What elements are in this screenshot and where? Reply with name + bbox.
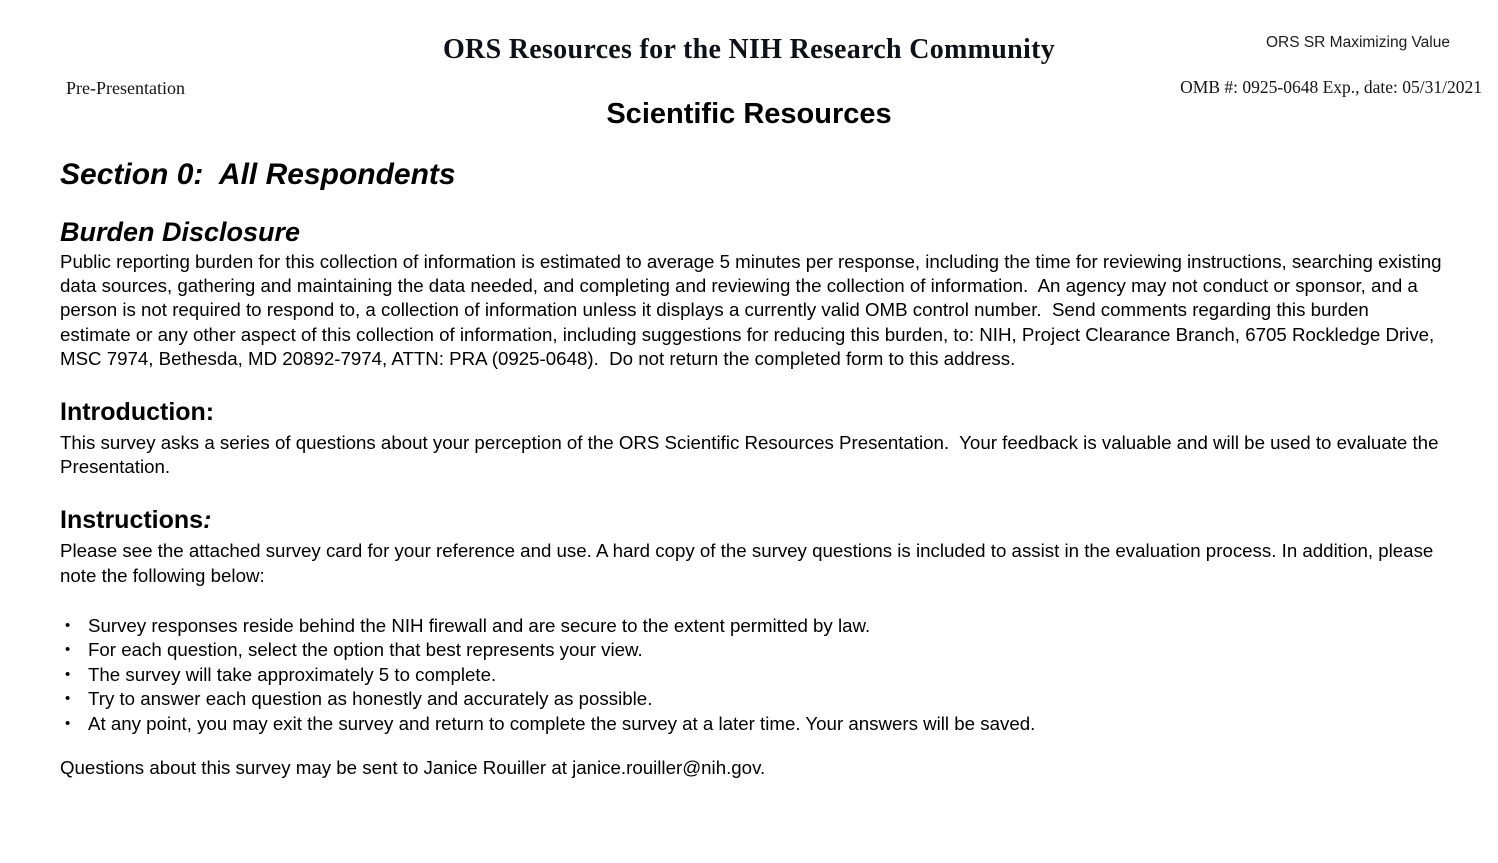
stage-label: Pre-Presentation	[66, 78, 185, 98]
bullet-text: The survey will take approximately 5 to complete.	[88, 663, 497, 685]
burden-disclosure-paragraph: Public reporting burden for this collection of information is estimated to average 5 minutes per response, including the time for reviewing instructions, searching existing data sources, gathering and maintaining the data needed, and completing and reviewing the collection of information. An agency may not conduct or sponsor, and a person is not required to respond to, a collection of information unless it displays a currently valid OMB control number. Send comments regarding this burden estimate or any other aspect of this collection of information, including suggestions for reducing this burden, to: NIH, Project Clearance Branch, 6705 Rockledge Drive, MSC 7974, Bethesda, MD 20892-7974, ATTN: PRA (0925-0648). Do not return the completed form to this address.	[60, 251, 1447, 369]
bullet-text: Try to answer each question as honestly and accurately as possible.	[88, 688, 653, 710]
instructions-paragraph: Please see the attached survey card for your reference and use. A hard copy of the survey questions is included to assist in the evaluation process. In addition, please note the following below:	[60, 540, 1439, 586]
bullet-text: For each question, select the option that best represents your view.	[88, 639, 643, 661]
list-item	[60, 638, 1442, 663]
instructions-bullet-list	[60, 614, 1442, 737]
instructions-heading	[60, 506, 1442, 535]
bullet-icon: •	[65, 665, 71, 683]
bullet-icon: •	[65, 714, 71, 732]
bullet-icon: •	[65, 690, 71, 708]
instructions-heading-colon: :	[203, 506, 212, 535]
list-item	[60, 663, 1442, 688]
watermark-label: ORS SR Maximizing Value	[1265, 34, 1450, 51]
document-body	[60, 152, 1447, 781]
bullet-icon: •	[65, 616, 71, 634]
bullet-text: At any point, you may exit the survey and return to complete the survey at a later time. Your answers will be saved.	[88, 712, 1036, 734]
section-heading: Section 0: All Respondents	[60, 158, 456, 191]
list-item	[60, 712, 1442, 737]
instructions-heading-text: Instructions	[60, 506, 204, 535]
burden-disclosure-heading: Burden Disclosure	[60, 217, 301, 247]
introduction-heading: Introduction:	[60, 398, 215, 427]
list-item	[60, 614, 1442, 639]
contact-line: Questions about this survey may be sent to Janice Rouiller at janice.rouiller@nih.gov.	[60, 757, 766, 779]
introduction-paragraph: This survey asks a series of questions about your perception of the ORS Scientific Resources Presentation. Your feedback is valuable and will be used to evaluate the Presentation.	[60, 432, 1444, 478]
omb-number-line: OMB #: 0925-0648 Exp., date: 05/31/2021	[1180, 77, 1482, 97]
bullet-text: Survey responses reside behind the NIH firewall and are secure to the extent permitted by law.	[88, 614, 871, 636]
bullet-icon: •	[65, 641, 71, 659]
list-item	[60, 687, 1442, 712]
document-title: ORS Resources for the NIH Research Community	[442, 34, 1056, 65]
document-subtitle: Scientific Resources	[606, 98, 892, 130]
